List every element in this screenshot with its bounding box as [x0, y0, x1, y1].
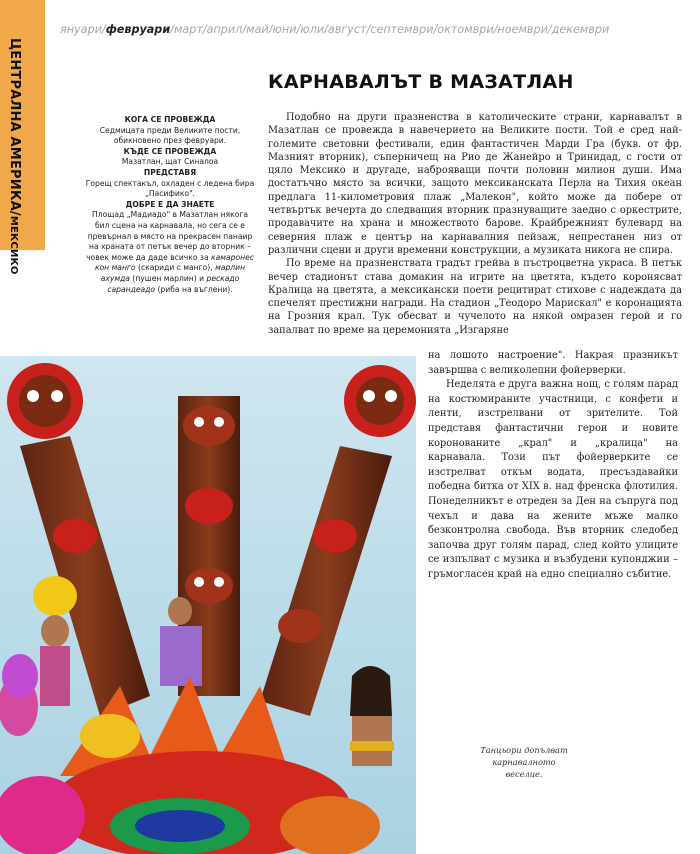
month-7: юли [300, 23, 325, 36]
month-separator: / [493, 23, 498, 36]
month-separator: / [547, 23, 552, 36]
paragraph-2: По време на празненствата градът грейва в пъстроцветна украса. В петък вечер стадионът става домакин на игрите на цветята, където коронясват Кралица на цветята, а мексикански поети рецитират стихове с надеждата да спечелят престижни награди. На стадион „Теодоро Марискал" е коронацията на Грозния крал. Тук обесват и чучелото на някой омразен герой и го запалват по време на церемонията „Изгаряне [268, 258, 682, 336]
paragraph-2-continued: на лошото настроение". Накрая празникът завършва с великолепни фойерверки. [428, 350, 678, 376]
carnival-dancers-image [0, 356, 416, 854]
month-separator: / [101, 23, 106, 36]
month-1: януари [60, 23, 102, 36]
month-6: юни [272, 23, 297, 36]
month-8: август [327, 23, 367, 36]
article-title: КАРНАВАЛЪТ В МАЗАТЛАН [268, 71, 574, 93]
paragraph-3: Неделята е друга важна нощ, с голям парад на костюмираните участници, с конфети и ленти, изстрелвани от зрителите. Той представя фантастични герои и новите коронованите „крал" и „кралица" на карнавала. Този път фойерверките се изстрелват откъм водата, пресъздавайки победна битка от XIX в. над френска флотилия. Понеделникът е отреден за Ден на съпруга под чехъл и дава на жените мъже малко безконтролна свобода. Във вторник следобед започва друг голям парад, след който улиците се изпълват с музика и възбудени купонджии – гръмогласен край на едно специално събитие. [428, 379, 678, 580]
paragraph-1: Подобно на други празненства в католическите страни, карнавалът в Мазатлан се провежда в навечерието на Великите пости. Той е сред най-големите световни фестивали, един фантастичен Марди Гра (букв. от фр. Мазният вторник), съперничещ на Рио де Жанейро и Тринидад, с гости от цяло Мексико и другаде, наброяващи почти половин милион души. Има достатъчно място за всички, защото мексиканската Перла на Тихия океан предлага 11-километровия плаж „Малекон", който може да побере от четвъртък вечерта до следващия вторник празнуващите заедно с оркестрите, продавачите на храна и множеството барове. Крайбрежният булевард на северния плаж е център на карнавалния пейзаж, непрестанен низ от различни сцени и други временни конструкции, а музиката никога не спира. [268, 112, 682, 256]
dish-3: рескадо сарандеадо [107, 273, 240, 294]
month-3: март [173, 23, 203, 36]
month-4: април [206, 23, 243, 36]
month-separator: / [324, 23, 328, 36]
know-text: Площад „Мадиадо" в Мазатлан някога бил сцена на карнавала, но сега се е превърнал в място на прекрасен панаир на храната от петък вечер до вторник – човек може да даде всичко за камаронес кон манго (скариди с манго), марлин ахумда (пушен марлин) и рескадо сарандеадо (риба на въглени). [86, 210, 254, 294]
month-separator: / [268, 23, 273, 36]
month-5: май [246, 23, 269, 36]
know-heading: ДОБРЕ Е ДА ЗНАЕТЕ [125, 199, 215, 209]
carnival-photo [0, 356, 416, 854]
dish-1: камаронес кон манго [94, 252, 254, 273]
month-separator: / [202, 23, 207, 36]
month-separator: / [242, 23, 247, 36]
month-separator: / [170, 23, 174, 36]
month-11: ноември [497, 23, 548, 36]
article-body-right [428, 349, 678, 583]
month-nav [60, 23, 700, 36]
photo-caption: Танцьори допълват карнавалното веселие. [480, 745, 568, 779]
month-separator: / [296, 23, 301, 36]
show-text: Горещ спектакъл, охладен с ледена бира „Пасифико". [85, 178, 255, 199]
dish-2: марлин ахумда [100, 263, 246, 283]
article-body-top [268, 111, 682, 337]
month-2: февруари [105, 23, 171, 36]
when-heading: КОГА СЕ ПРОВЕЖДА [124, 115, 216, 124]
where-heading: КЪДЕ СЕ ПРОВЕЖДА [123, 146, 217, 156]
month-separator: / [366, 23, 371, 36]
when-text: Седмицата преди Великите пости, обикновено през февруари. [99, 125, 241, 146]
month-12: декември [551, 23, 610, 36]
month-10: октомври [437, 23, 494, 36]
country-label: МЕКСИКО [8, 215, 19, 275]
info-box [85, 115, 255, 295]
month-separator: / [433, 23, 438, 36]
show-heading: ПРЕДСТАВЯ [143, 167, 197, 177]
region-label: ЦЕНТРАЛНА АМЕРИКА/МЕКСИКО [7, 38, 22, 275]
month-9: септември [370, 23, 434, 36]
where-text: Мазатлан, щат Синалоа [121, 157, 219, 167]
section-sidebar [0, 0, 45, 275]
